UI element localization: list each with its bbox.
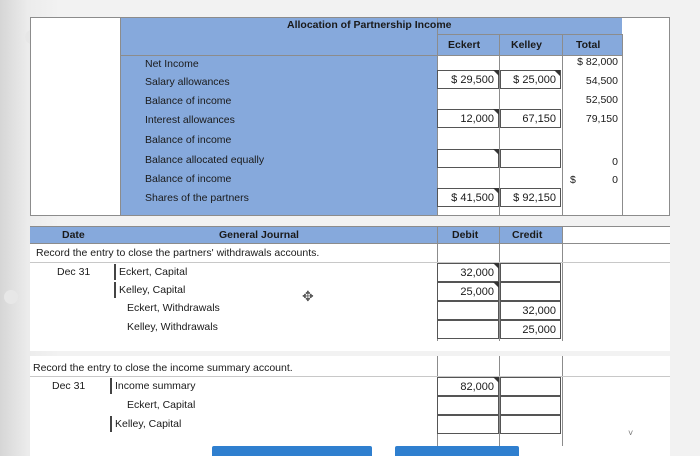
entry1-credit-2[interactable] <box>500 282 561 301</box>
field-corner-marker <box>493 188 499 194</box>
entry2-credit-3[interactable] <box>500 415 561 434</box>
entry1-debit-1[interactable]: 32,000 <box>437 263 499 282</box>
row-label-balance-of-income: Balance of income <box>145 173 232 185</box>
allocation-title: Allocation of Partnership Income <box>287 19 452 31</box>
kelley-salary-input[interactable]: $ 25,000 <box>500 70 561 89</box>
page-edge-dot <box>4 290 18 304</box>
entry2-account-kelley-capital[interactable]: Kelley, Capital <box>110 416 181 432</box>
entry1-account-kelley-withdrawals[interactable]: Kelley, Withdrawals <box>127 321 218 333</box>
row-label-net-income: Net Income <box>145 58 199 70</box>
entry1-credit-4[interactable]: 25,000 <box>500 320 561 339</box>
field-corner-marker <box>493 109 499 115</box>
row-label-balance-of-income: Balance of income <box>145 134 232 146</box>
entry2-debit-3[interactable] <box>437 415 499 434</box>
journal-credit-header: Credit <box>512 229 543 241</box>
total-balance-allocated-equally: 0 <box>612 156 618 168</box>
field-corner-marker <box>493 377 499 383</box>
entry2-instruction: Record the entry to close the income summary account. <box>33 362 293 374</box>
journal-title-header: General Journal <box>219 229 299 241</box>
field-corner-marker <box>493 263 499 269</box>
row-label-shares-of-partners: Shares of the partners <box>145 192 249 204</box>
move-cursor-icon: ✥ <box>302 288 314 304</box>
eckert-interest-input[interactable]: 12,000 <box>437 109 499 128</box>
entry2-account-income-summary[interactable]: Income summary <box>110 378 196 394</box>
field-corner-marker <box>493 149 499 155</box>
entry1-date: Dec 31 <box>57 266 91 278</box>
scroll-indicator-icon: ˅ <box>628 428 634 438</box>
row-label-balance-allocated-equally: Balance allocated equally <box>145 154 265 166</box>
field-corner-marker <box>554 70 560 76</box>
eckert-balance-allocated-input[interactable] <box>437 149 499 168</box>
kelley-balance-allocated-input[interactable] <box>500 149 561 168</box>
entry2-debit-1[interactable]: 82,000 <box>437 377 499 396</box>
eckert-salary-input[interactable]: $ 29,500 <box>437 70 499 89</box>
entry1-credit-1[interactable] <box>500 263 561 282</box>
row-label-balance-of-income: Balance of income <box>145 95 232 107</box>
entry1-account-eckert-capital[interactable]: Eckert, Capital <box>114 264 187 280</box>
entry1-credit-3[interactable]: 32,000 <box>500 301 561 320</box>
entry2-credit-1[interactable] <box>500 377 561 396</box>
column-kelley: Kelley <box>511 39 542 51</box>
journal-date-header: Date <box>62 229 85 241</box>
total-dollar-sign: $ <box>570 174 576 186</box>
entry1-debit-3[interactable] <box>437 301 499 320</box>
entry2-date: Dec 31 <box>52 380 86 392</box>
column-eckert: Eckert <box>448 39 481 51</box>
total-balance-of-income-2: 0 <box>612 174 618 186</box>
entry1-debit-4[interactable] <box>437 320 499 339</box>
entry1-debit-2[interactable]: 25,000 <box>437 282 499 301</box>
prev-button[interactable] <box>212 446 372 456</box>
row-label-salary-allowances: Salary allowances <box>145 76 230 88</box>
total-balance-of-income: 52,500 <box>585 94 618 106</box>
entry1-instruction: Record the entry to close the partners' withdrawals accounts. <box>36 247 320 259</box>
entry1-account-eckert-withdrawals[interactable]: Eckert, Withdrawals <box>127 302 220 314</box>
eckert-shares-input[interactable]: $ 41,500 <box>437 188 499 207</box>
kelley-interest-input[interactable]: 67,150 <box>500 109 561 128</box>
field-corner-marker <box>493 282 499 288</box>
next-button[interactable] <box>395 446 519 456</box>
journal-debit-header: Debit <box>452 229 479 241</box>
entry1-account-kelley-capital[interactable]: Kelley, Capital <box>114 282 185 298</box>
total-salary-allowances: 54,500 <box>585 75 618 87</box>
entry2-account-eckert-capital[interactable]: Eckert, Capital <box>127 399 196 411</box>
entry2-debit-2[interactable] <box>437 396 499 415</box>
column-total: Total <box>576 39 601 51</box>
total-net-income: $ 82,000 <box>577 56 618 68</box>
field-corner-marker <box>493 70 499 76</box>
total-interest-allowances: 79,150 <box>585 113 618 125</box>
entry2-credit-2[interactable] <box>500 396 561 415</box>
row-label-interest-allowances: Interest allowances <box>145 114 235 126</box>
kelley-shares-input[interactable]: $ 92,150 <box>500 188 561 207</box>
